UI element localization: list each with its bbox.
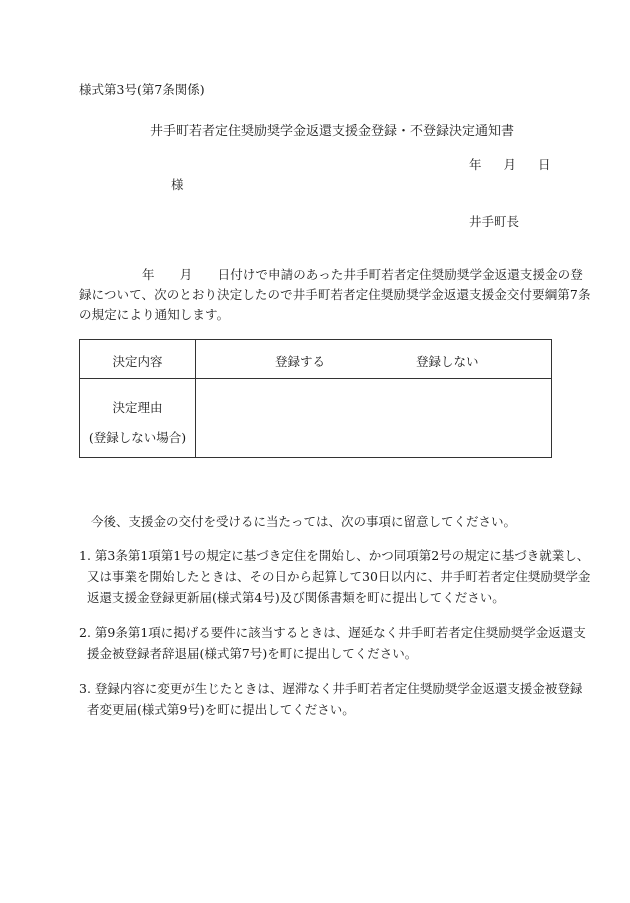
option-not-register: 登録しない — [416, 354, 479, 369]
notice-item-1 — [79, 545, 591, 608]
table-column-divider — [195, 340, 196, 457]
option-register: 登録する — [275, 354, 326, 369]
date-month: 月 — [503, 157, 517, 172]
date-day: 日 — [538, 157, 551, 172]
notice-item-1-line-1: 1. 第3条第1項第1号の規定に基づき定住を開始し、かつ同項第2号の規定に基づき就業し、 — [79, 548, 590, 563]
decision-reason-label: 決定理由 — [112, 400, 163, 415]
body-line-1: 年 月 日付けで申請のあった井手町若者定住奨励奨学金返還支援金の登 — [79, 267, 583, 282]
addressee-suffix: 様 — [171, 177, 184, 192]
body-line-2: 録について、次のとおり決定したので井手町若者定住奨励奨学金返還支援金交付要綱第7条 — [79, 287, 591, 302]
notice-item-3 — [79, 678, 583, 720]
notice-item-2 — [79, 622, 586, 664]
decision-reason-sublabel: (登録しない場合) — [88, 430, 187, 445]
form-number: 様式第3号(第7条関係) — [79, 82, 205, 97]
notice-item-1-line-2: 又は事業を開始したときは、その日から起算して30日以内に、井手町若者定住奨励奨学金 — [87, 569, 591, 584]
notice-intro: 今後、支援金の交付を受けるに当たっては、次の事項に留意してください。 — [91, 514, 517, 529]
notice-item-3-line-2: 者変更届(様式第9号)を町に提出してください。 — [87, 702, 355, 717]
document-title: 井手町若者定住奨励奨学金返還支援金登録・不登録決定通知書 — [150, 124, 515, 139]
date-line — [469, 155, 551, 173]
notification-body — [79, 265, 591, 325]
notice-item-2-line-1: 2. 第9条第1項に掲げる要件に該当するときは、遅延なく井手町若者定住奨励奨学金返還支 — [79, 625, 586, 640]
notice-item-3-line-1: 3. 登録内容に変更が生じたときは、遅滞なく井手町若者定住奨励奨学金返還支援金被登録 — [79, 681, 583, 696]
date-year: 年 — [469, 157, 482, 172]
notice-item-2-line-2: 援金被登録者辞退届(様式第7号)を町に提出してください。 — [87, 646, 418, 661]
issuer-name: 井手町長 — [469, 214, 520, 229]
decision-content-label: 決定内容 — [112, 354, 163, 369]
notice-item-1-line-3: 返還支援金登録更新届(様式第4号)及び関係書類を町に提出してください。 — [87, 590, 505, 605]
body-line-3: の規定により通知します。 — [79, 307, 230, 322]
decision-table — [79, 339, 552, 458]
